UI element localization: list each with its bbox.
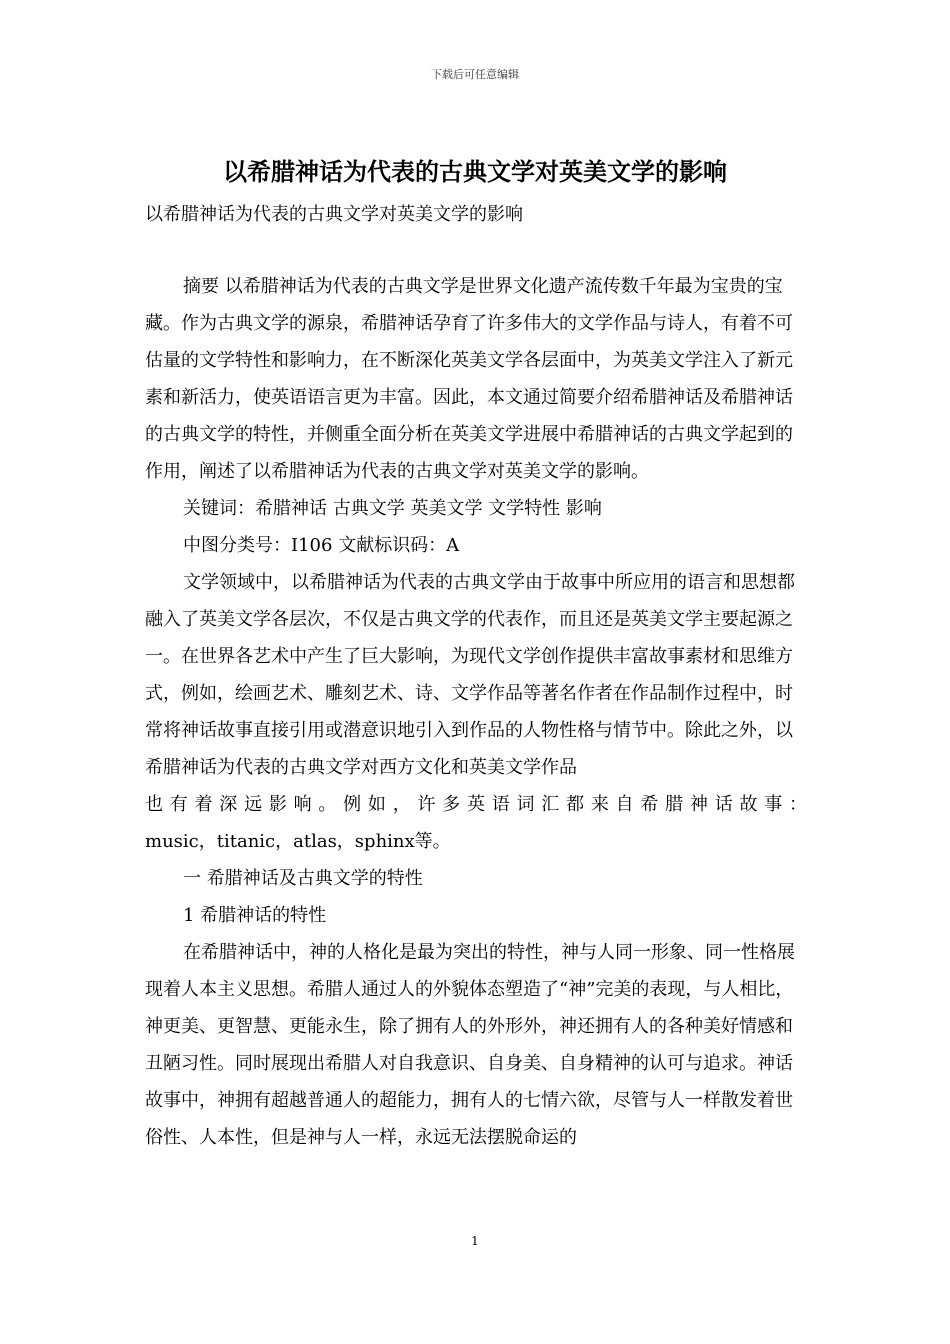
page-number: 1 [471, 1234, 479, 1248]
intro-paragraph-spaced-line: 也有着深远影响。例如，许多英语词汇都来自希腊神话故事： [145, 794, 807, 815]
page-header: 下载后可任意编辑 [431, 68, 519, 81]
subsection-heading: 1 希腊神话的特性 [183, 905, 327, 926]
document-subtitle: 以希腊神话为代表的古典文学对英美文学的影响 [145, 204, 523, 225]
keywords-line: 关键词：希腊神话 古典文学 英美文学 文学特性 影响 [183, 498, 602, 519]
body-paragraph: 在希腊神话中，神的人格化是最为突出的特性，神与人同一形象、同一性格展现着人本主义思想。希腊人通过人的外貌体态塑造了“神”完美的表现，与人相比，神更美、更智慧、更能永生，除了拥有人的外形外，神还拥有人的各种美好情感和丑陋习性。同时展现出希腊人对自我意识、自身美、自身精神的认可与追求。神话故事中，神拥有超越普通人的超能力，拥有人的七情六欲，尽管与人一样散发着世俗性、人本性，但是神与人一样，永远无法摆脱命运的 [145, 942, 795, 1148]
classification-line: 中图分类号：I106 文献标识码：A [183, 535, 460, 556]
section-heading: 一 希腊神话及古典文学的特性 [183, 868, 423, 889]
document-title: 以希腊神话为代表的古典文学对英美文学的影响 [223, 158, 727, 186]
abstract-paragraph: 摘要 以希腊神话为代表的古典文学是世界文化遗产流传数千年最为宝贵的宝藏。作为古典文学的源泉，希腊神话孕育了许多伟大的文学作品与诗人，有着不可估量的文学特性和影响力，在不断深化英美文学各层面中，为英美文学注入了新元素和新活力，使英语语言更为丰富。因此，本文通过简要介绍希腊神话及希腊神话的古典文学的特性，并侧重全面分析在英美文学进展中希腊神话的古典文学起到的作用，阐述了以希腊神话为代表的古典文学对英美文学的影响。 [145, 276, 793, 482]
document-body [145, 268, 807, 1156]
intro-paragraph: 文学领域中，以希腊神话为代表的古典文学由于故事中所应用的语言和思想都融入了英美文学各层次，不仅是古典文学的代表作，而且还是英美文学主要起源之一。在世界各艺术中产生了巨大影响，为现代文学创作提供丰富故事素材和思维方式，例如，绘画艺术、雕刻艺术、诗、文学作品等著名作者在作品制作过程中，时常将神话故事直接引用或潜意识地引入到作品的人物性格与情节中。除此之外，以希腊神话为代表的古典文学对西方文化和英美文学作品 [145, 572, 795, 778]
intro-paragraph-end: music，titanic，atlas，sphinx等。 [145, 831, 451, 852]
